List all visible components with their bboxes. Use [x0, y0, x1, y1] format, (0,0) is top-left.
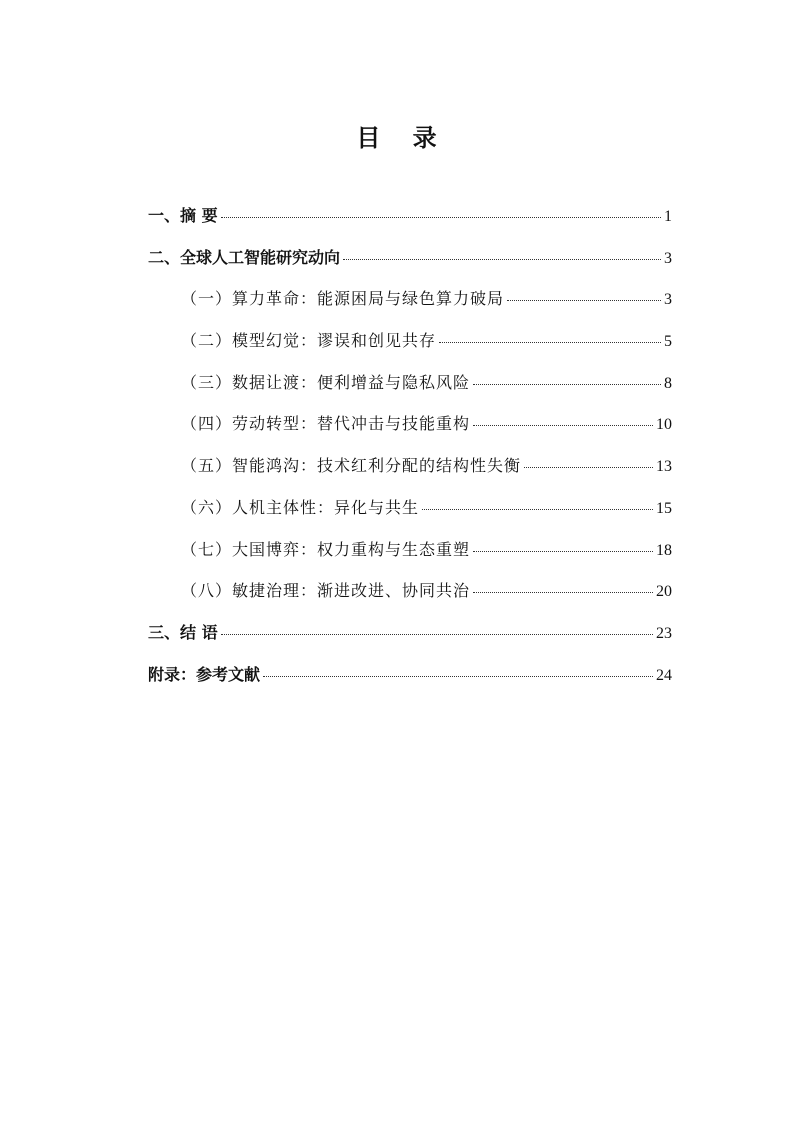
toc-entry-label: （一）算力革命：能源困局与绿色算力破局: [181, 289, 505, 309]
toc-page-number: 23: [656, 624, 672, 642]
toc-entry-label: （八）敏捷治理：渐进改进、协同共治: [181, 581, 471, 601]
toc-page-number: 8: [664, 374, 672, 392]
toc-leader-dots: [473, 592, 653, 593]
toc-title: 目 录: [356, 124, 449, 152]
toc-entry-label: （六）人机主体性：异化与共生: [181, 497, 420, 517]
toc-entry[interactable]: [148, 620, 672, 662]
toc-leader-dots: [507, 300, 661, 301]
toc-leader-dots: [263, 676, 653, 677]
toc-page-number: 18: [656, 541, 672, 559]
toc-entry[interactable]: [148, 370, 672, 412]
toc-leader-dots: [221, 217, 661, 218]
toc-leader-dots: [221, 634, 653, 635]
toc-entry-label: 一、摘 要: [148, 206, 218, 225]
toc-entry-label: （二）模型幻觉：谬误和创见共存: [181, 331, 437, 351]
toc-entry[interactable]: [148, 328, 672, 370]
toc-page-number: 24: [656, 666, 672, 684]
toc-leader-dots: [343, 259, 661, 260]
toc-entry[interactable]: [148, 286, 672, 328]
toc-entry-label: （五）智能鸿沟：技术红利分配的结构性失衡: [181, 456, 522, 476]
toc-entry[interactable]: [148, 245, 672, 287]
toc-page-number: 3: [664, 249, 672, 267]
toc-page-number: 1: [664, 208, 672, 225]
toc-leader-dots: [473, 551, 653, 552]
toc-entry[interactable]: [148, 411, 672, 453]
toc-entry-label: （三）数据让渡：便利增益与隐私风险: [181, 372, 471, 392]
toc-list: [148, 203, 672, 703]
toc-leader-dots: [524, 467, 653, 468]
toc-entry-label: （七）大国博弈：权力重构与生态重塑: [181, 539, 471, 559]
toc-page-number: 20: [656, 583, 672, 601]
toc-leader-dots: [439, 342, 661, 343]
toc-entry[interactable]: [148, 495, 672, 537]
toc-leader-dots: [422, 509, 653, 510]
toc-entry-label: 附录：参考文献: [148, 664, 261, 684]
toc-entry[interactable]: [148, 662, 672, 704]
toc-entry-label: 二、全球人工智能研究动向: [148, 247, 341, 267]
toc-page-number: 15: [656, 499, 672, 517]
toc-leader-dots: [473, 425, 653, 426]
toc-page-number: 13: [656, 458, 672, 476]
toc-entry[interactable]: [148, 203, 672, 245]
toc-page-number: 10: [656, 416, 672, 434]
toc-entry[interactable]: [148, 453, 672, 495]
toc-page-number: 3: [664, 291, 672, 309]
toc-page-number: 5: [664, 333, 672, 351]
toc-entry-label: （四）劳动转型：替代冲击与技能重构: [181, 414, 471, 434]
toc-entry[interactable]: [148, 578, 672, 620]
toc-entry[interactable]: [148, 537, 672, 579]
toc-leader-dots: [473, 384, 661, 385]
toc-entry-label: 三、结 语: [148, 622, 218, 642]
